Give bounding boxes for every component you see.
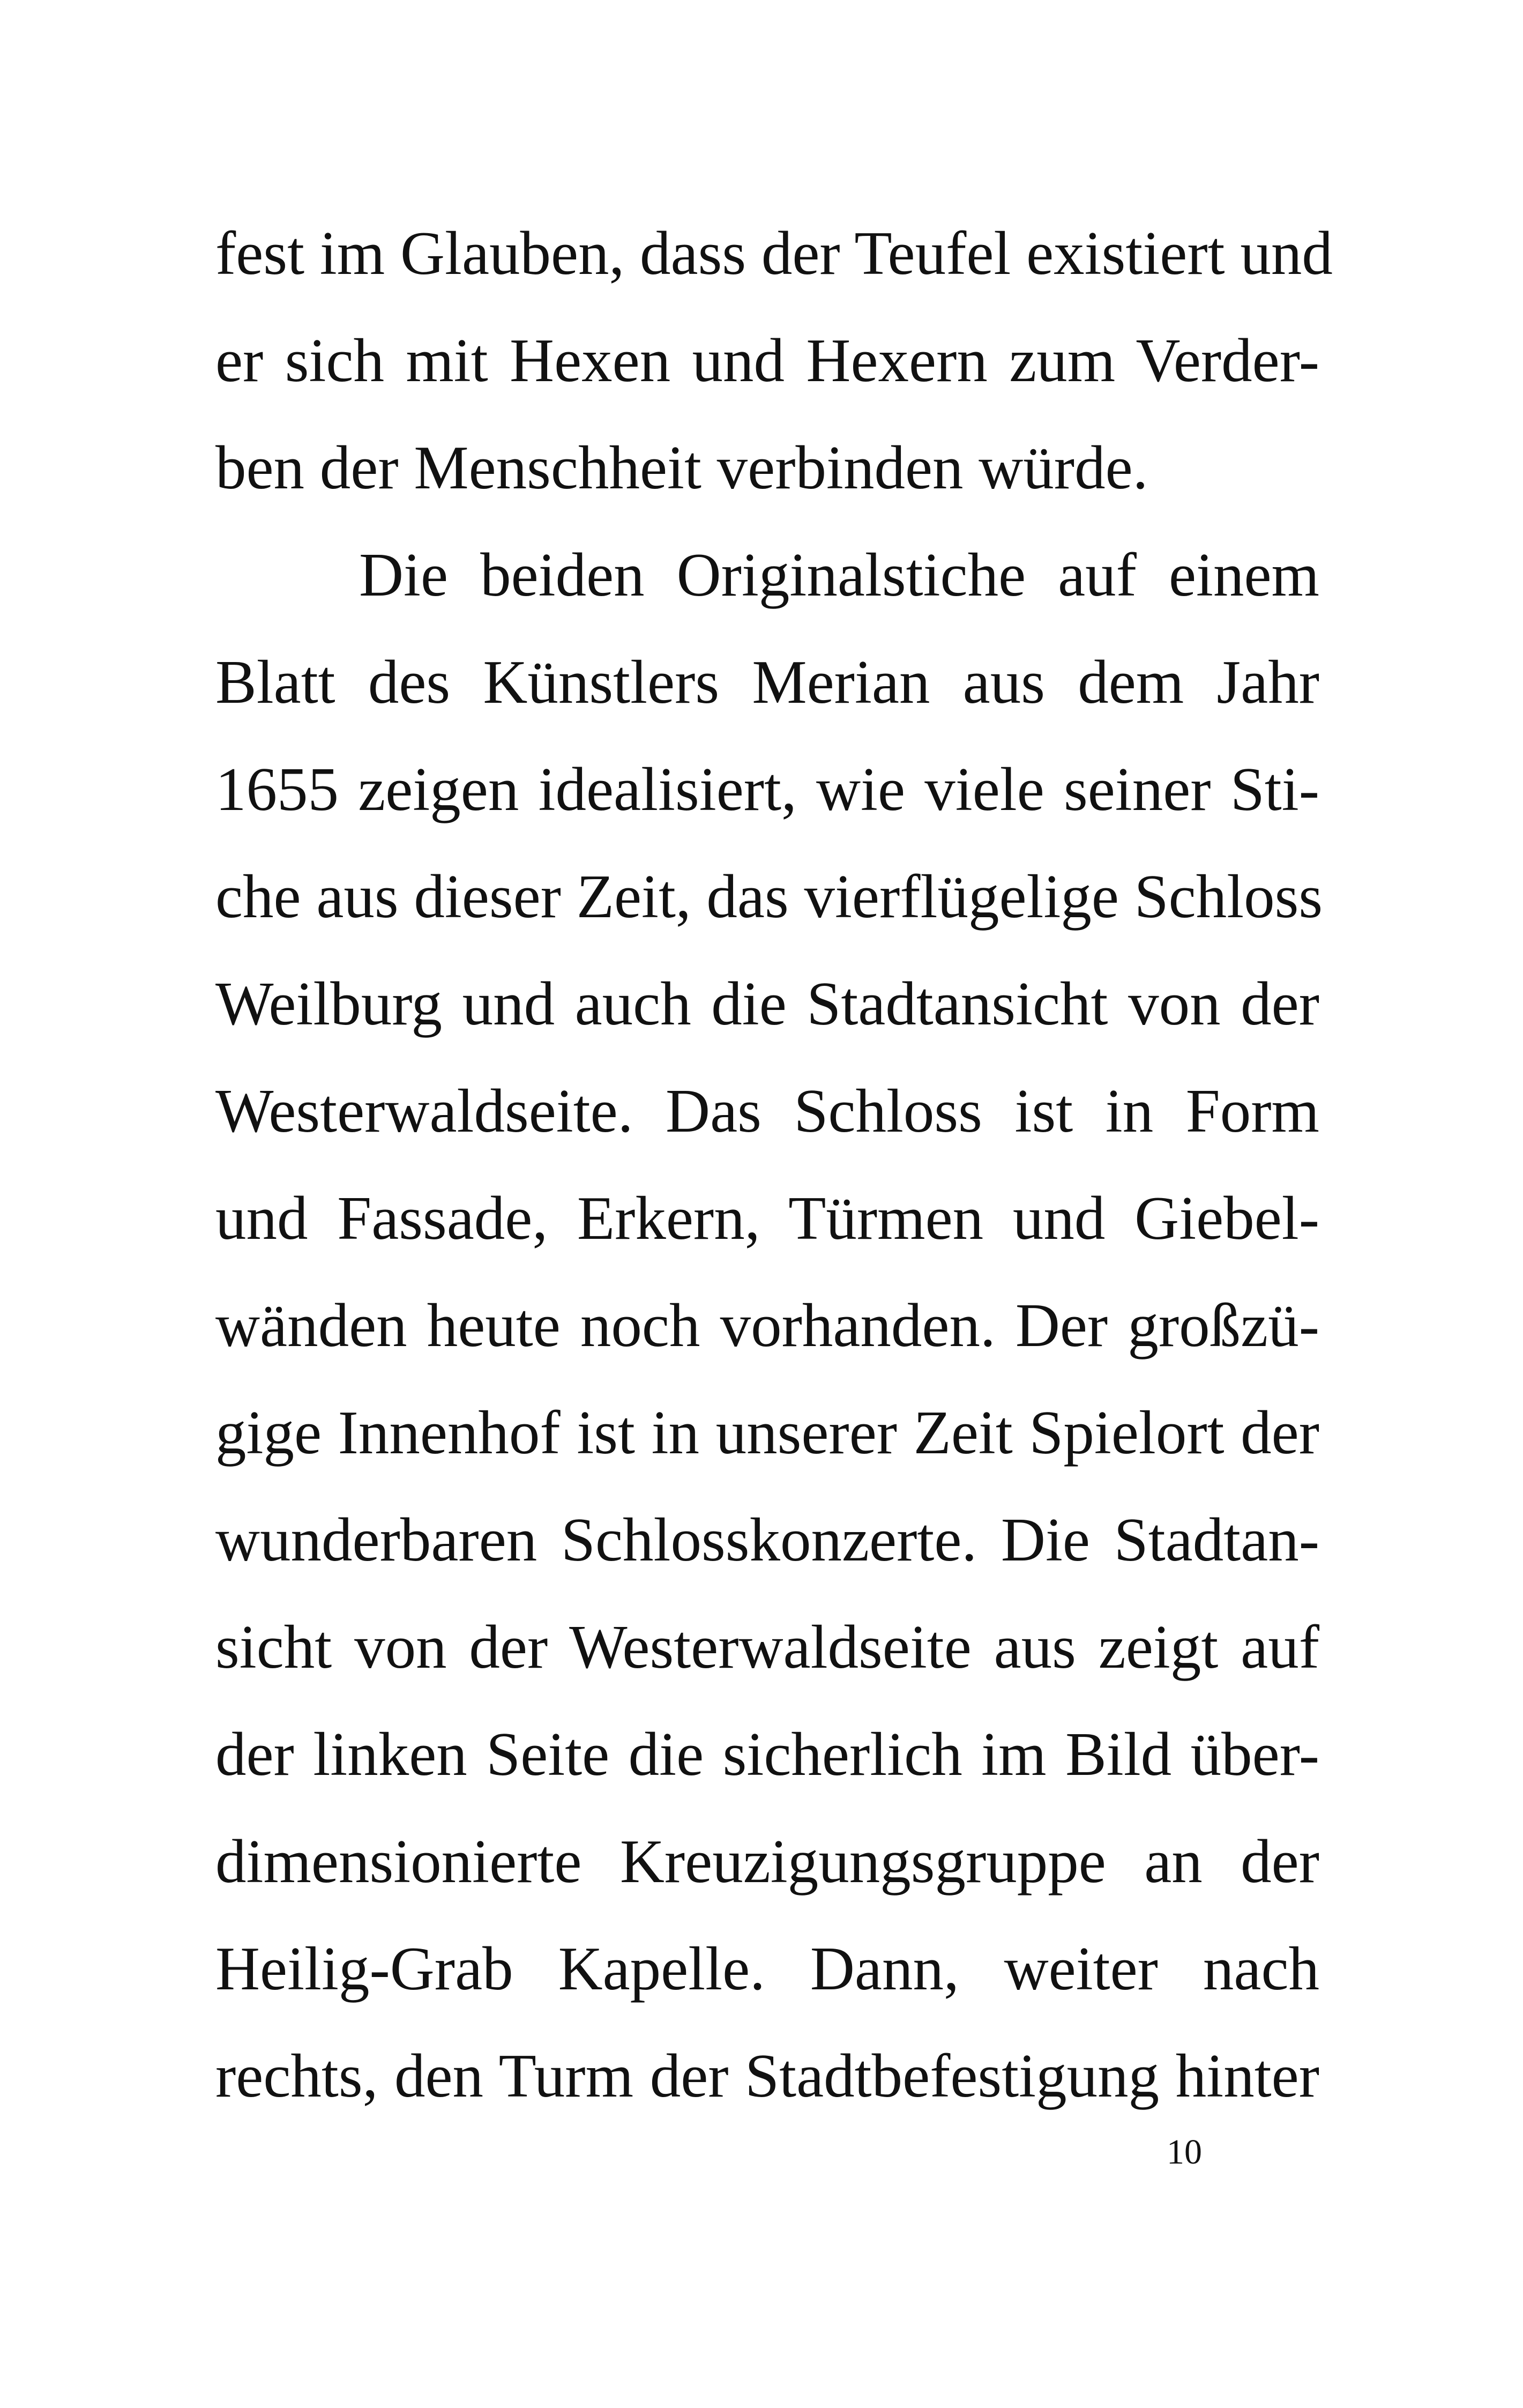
text-line: fest im Glauben, dass der Teufel existiert und [215,219,1333,287]
text-line: 1655 zeigen idealisiert, wie viele seiner Sti- [215,755,1319,823]
text-line: und Fassade, Erkern, Türmen und Giebel- [215,1184,1319,1252]
text-line: Westerwaldseite. Das Schloss ist in Form [215,1077,1319,1145]
text-line: ben der Menschheit verbinden würde. [215,434,1148,502]
text-line: rechts, den Turm der Stadtbefestigung hinter [215,2042,1319,2110]
text-line: Blatt des Künstlers Merian aus dem Jahr [215,648,1319,716]
text-line: der linken Seite die sicherlich im Bild über- [215,1720,1319,1788]
paragraph-first-line: Die beiden Originalstiche auf einem [359,541,1319,609]
text-line: gige Innenhof ist in unserer Zeit Spielort der [215,1399,1319,1467]
text-line: wunderbaren Schlosskonzerte. Die Stadtan- [215,1506,1319,1574]
text-line: dimensionierte Kreuzigungsgruppe an der [215,1827,1319,1896]
text-line: Weilburg und auch die Stadtansicht von der [215,970,1319,1038]
text-line: che aus dieser Zeit, das vierflügelige Schloss [215,863,1323,931]
text-line: Heilig-Grab Kapelle. Dann, weiter nach [215,1935,1319,2003]
text-line: wänden heute noch vorhanden. Der großzü- [215,1291,1319,1359]
text-line: sicht von der Westerwaldseite aus zeigt auf [215,1613,1319,1681]
text-line: er sich mit Hexen und Hexern zum Verder- [215,326,1319,395]
page-number: 10 [1167,2132,1202,2172]
